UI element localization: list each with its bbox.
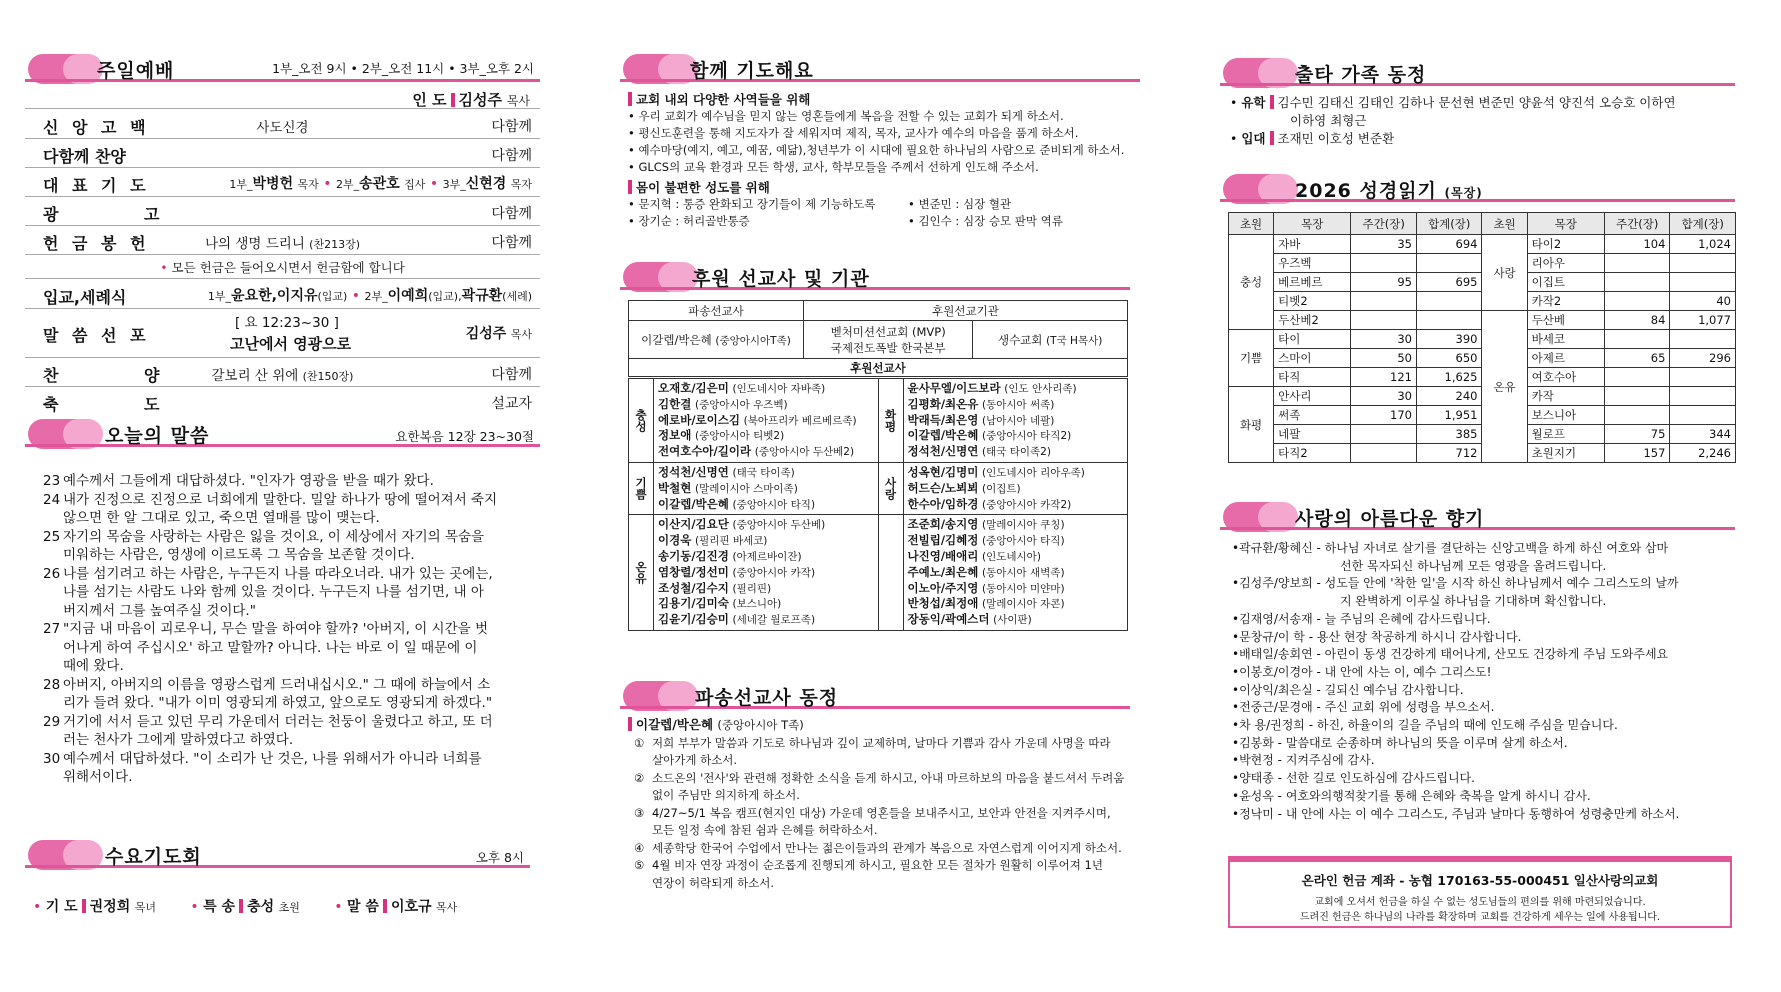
missionary-item: 박래득/최은영 (남아시아 네팔) xyxy=(907,412,1055,427)
missionary-item: 전여호수아/길이라 (중앙아시아 두산베2) xyxy=(658,444,855,459)
order-row-sermon: 말 씀 선 포 [ 요 12:23~30 ] 고난에서 영광으로 김성주 목사 xyxy=(25,309,540,358)
scripture-header xyxy=(25,419,540,449)
news-line: 모든 일정 속에 참된 쉼과 은혜를 허락하소서. xyxy=(652,823,878,837)
reading-row xyxy=(1229,235,1736,254)
missionary-list xyxy=(654,379,879,463)
news-line: 연장이 허락되게 하소서. xyxy=(652,875,775,890)
reading-group: 기쁨 xyxy=(1229,330,1274,387)
reading-cell: 이집트 xyxy=(1527,273,1604,292)
sermon-title: 고난에서 영광으로 xyxy=(230,335,352,353)
verse-line: 26 나를 섬기려고 하는 사람은, 누구든지 나를 따라오너라. 내가 있는 곳에는, xyxy=(43,565,493,582)
reading-cell: 95 xyxy=(1351,273,1417,292)
reading-cell xyxy=(1604,292,1670,311)
love-line: •차 용/권정희 - 하진, 하율이의 길을 주님의 때에 인도해 주심을 믿습니다. xyxy=(1232,718,1618,733)
love-line: •배태일/송회연 - 아린이 동생 건강하게 태어나게, 산모도 건강하게 주님 도와주세요 xyxy=(1232,647,1669,662)
missionary-item: 이노아/주지영 (동아시아 미얀마) xyxy=(907,580,1065,595)
online-offering-box xyxy=(1228,856,1732,928)
reading-cell xyxy=(1670,273,1736,292)
reading-cell xyxy=(1670,387,1736,406)
reading-cell: 385 xyxy=(1416,425,1482,444)
love-line: 지 완벽하게 이루실 하나님을 기대하며 확신합니다. xyxy=(1340,594,1607,609)
reading-cell xyxy=(1416,292,1482,311)
reading-cell: 30 xyxy=(1351,330,1417,349)
love-line: •박현정 - 지켜주심에 감사. xyxy=(1232,753,1375,768)
reading-cell: 75 xyxy=(1604,425,1670,444)
reading-cell xyxy=(1670,330,1736,349)
reading-cell: 30 xyxy=(1351,387,1417,406)
order-row-creed: 신 앙 고 백 사도신경 다함께 xyxy=(25,110,540,139)
love-line: •정낙미 - 내 안에 사는 이 예수 그리스도, 주님과 날마다 동행하여 성령충만케 하소서. xyxy=(1232,806,1680,821)
reading-cell: 타직 xyxy=(1274,368,1351,387)
reading-title: 2026 성경읽기 (목장) xyxy=(1295,180,1483,202)
reading-cell: 695 xyxy=(1416,273,1482,292)
group-name: 화평 xyxy=(878,379,903,463)
family-header xyxy=(1220,58,1735,88)
reading-cell: 1,951 xyxy=(1416,406,1482,425)
missionary-item: 정보애 (중앙아시아 티벳2) xyxy=(658,428,785,443)
reading-cell: 157 xyxy=(1604,444,1670,463)
verse-line: 25 자기의 목숨을 사랑하는 사람은 잃을 것이요, 이 세상에서 자기의 목숨을 xyxy=(43,528,485,545)
group-name: 기쁨 xyxy=(629,462,654,514)
reading-row xyxy=(1229,311,1736,330)
reading-header-cell: 주간(장) xyxy=(1351,213,1417,235)
reading-cell: 1,024 xyxy=(1670,235,1736,254)
verse-line: 때에 왔다. xyxy=(63,658,124,674)
reading-cell: 650 xyxy=(1416,349,1482,368)
reading-cell: 아제르 xyxy=(1527,349,1604,368)
group-name: 사랑 xyxy=(878,462,903,514)
family-title: 출타 가족 동정 xyxy=(1295,64,1427,86)
missionary-item: 전빌립/김혜정 (중앙아시아 타직) xyxy=(907,533,1065,548)
support-header xyxy=(620,262,1130,292)
worship-leader: 인 도 김성주 목사 xyxy=(412,91,530,109)
missionary-list xyxy=(654,462,879,514)
love-line: •곽규환/황혜신 - 하나님 자녀로 살기를 결단하는 신앙고백을 하게 하신 여호와 삼마 xyxy=(1232,541,1669,555)
reading-cell: 여호수아 xyxy=(1527,368,1604,387)
reading-header-cell: 주간(장) xyxy=(1604,213,1670,235)
love-line: •이봉호/이경아 - 내 안에 사는 이, 예수 그리스도! xyxy=(1232,664,1492,679)
reading-cell xyxy=(1604,330,1670,349)
love-line: •문창규/이 학 - 용산 현장 착공하게 하시니 감사합니다. xyxy=(1232,629,1522,644)
offering-note: • 모든 헌금은 들어오시면서 헌금함에 합니다 xyxy=(160,260,405,275)
news-line: 없이 주님만 의지하게 하소서. xyxy=(652,788,800,802)
missionary-item: 이경욱 (필리핀 바세코) xyxy=(658,533,768,548)
reading-cell: 타이2 xyxy=(1527,235,1604,254)
missionary-item: 주예노/최은혜 (동아시아 새벽족) xyxy=(907,564,1065,579)
missionary-item: 조성철/김수지 (필리핀) xyxy=(658,580,772,595)
love-line: •김재영/서송재 - 늘 주님의 은혜에 감사드립니다. xyxy=(1232,611,1491,626)
order-row-baptism: 입교,세례식 1부_윤요한,이지유(입교) • 2부_이예희(입교),곽규환(세례) xyxy=(25,280,540,309)
reading-cell: 베르베르 xyxy=(1274,273,1351,292)
love-line: •전중근/문경애 - 주신 교회 위에 성령을 부으소서. xyxy=(1232,700,1495,715)
verse-number: 25 xyxy=(43,528,61,545)
order-row-offering: 헌 금 봉 헌 나의 생명 드리니 (찬213장) 다함께 xyxy=(25,226,540,255)
online-offering-note: 교회에 오셔서 헌금을 하실 수 없는 성도님들의 편의를 위해 마련되었습니다. 드려진 헌금은 하나님의 나라를 확장하며 교회를 건강하게 세우는 일에 사용됩니다. xyxy=(1299,897,1661,923)
reading-cell xyxy=(1604,406,1670,425)
verse-line: 않으면 한 알 그대로 있고, 죽으면 열매를 많이 맺는다. xyxy=(63,510,380,526)
verse-line: 29 거기에 서서 듣고 있던 무리 가운데서 더러는 천둥이 울렸다고 하고, 또 더 xyxy=(43,713,493,730)
reading-header xyxy=(1220,174,1735,204)
reading-cell: 안사리 xyxy=(1274,387,1351,406)
missionary-item: 에로바/로이스김 (북아프리카 베르베르족) xyxy=(658,412,857,427)
reading-cell: 바세코 xyxy=(1527,330,1604,349)
verse-line: 24 내가 진정으로 진정으로 너희에게 말한다. 밀알 하나가 땅에 떨어져서 죽지 xyxy=(43,491,498,508)
missionary-item: 이갈렙/박은혜 (중앙아시아 타직2) xyxy=(907,428,1072,443)
missionary-item: 윤사무엘/이드보라 (인도 안사리족) xyxy=(907,381,1077,395)
reading-cell xyxy=(1351,254,1417,273)
missionary-table: 파송선교사 후원선교기관 이갈렙/박은혜 (중앙아시아T족) 벧처미션선교회 (MVP) 국제전도폭발 한국본부 생수교회 (T국 H목사) 후원선교사 xyxy=(628,300,1128,377)
verse-line: 23 예수께서 그들에게 대답하셨다. "인자가 영광을 받을 때가 왔다. xyxy=(43,473,434,489)
reading-cell: 296 xyxy=(1670,349,1736,368)
reading-cell xyxy=(1351,425,1417,444)
prayer-header xyxy=(620,54,1140,84)
reading-group: 사랑 xyxy=(1482,235,1527,311)
order-row-announcements: 광 고 다함께 xyxy=(25,197,540,226)
missionary-list xyxy=(903,462,1128,514)
sermon-ref: [ 요 12:23~30 ] xyxy=(235,315,339,331)
news-line: ③ 4/27~5/1 복음 캠프(현지인 대상) 가운데 영혼들을 보내주시고, 보안과 안전을 지켜주시며, xyxy=(634,805,1111,820)
missionary-item: 정석천/신명연 (태국 타이족) xyxy=(658,464,795,479)
verse-line: 어나게 하여 주십시오' 하고 말할까? 아니다. 나는 바로 이 일 때문에 이 xyxy=(63,639,478,656)
missionary-news-title: 파송선교사 동정 xyxy=(695,687,839,709)
reading-cell xyxy=(1351,311,1417,330)
order-row-praise: 다함께 찬양 다함께 xyxy=(25,139,540,168)
reading-cell xyxy=(1416,311,1482,330)
reading-cell: 84 xyxy=(1604,311,1670,330)
reading-cell xyxy=(1416,254,1482,273)
reading-cell: 카작 xyxy=(1527,387,1604,406)
missionary-item: 반청섭/최정애 (말레이시아 자콘) xyxy=(907,596,1065,611)
scripture-ref: 요한복음 12장 23~30절 xyxy=(395,429,534,444)
reading-group: 화평 xyxy=(1229,387,1274,463)
verse-line: 미워하는 사람은, 영생에 이르도록 그 목숨을 보존할 것이다. xyxy=(63,547,415,563)
reading-cell: 우즈벡 xyxy=(1274,254,1351,273)
news-line: ① 저희 부부가 말씀과 기도로 하나님과 깊이 교제하며, 날마다 기쁨과 감사 가운데 사명을 따라 xyxy=(634,735,1111,750)
missionary-item: 성옥현/김명미 (인도네시아 리아우족) xyxy=(907,464,1085,479)
missionary-item: 이갈렙/박은혜 (중앙아시아 타직) xyxy=(658,496,816,511)
reading-cell: 써족 xyxy=(1274,406,1351,425)
order-row-hymn: 찬 양 갈보리 산 위에 (찬150장) 다함께 xyxy=(25,358,540,387)
reading-cell: 35 xyxy=(1351,235,1417,254)
reading-cell: 리아우 xyxy=(1527,254,1604,273)
verse-line: 러는 천사가 그에게 말하였다고 하였다. xyxy=(63,732,294,748)
love-line: •김성주/양보희 - 성도들 안에 '착한 일'을 시작 하신 하나님께서 예수 그리스도의 날까 xyxy=(1232,576,1679,591)
reading-header-cell: 합계(장) xyxy=(1670,213,1736,235)
reading-cell xyxy=(1604,387,1670,406)
group-name: 충성 xyxy=(629,379,654,463)
group-name xyxy=(878,515,903,631)
reading-cell: 카작2 xyxy=(1527,292,1604,311)
love-line: •양태종 - 선한 길로 인도하심에 감사드립니다. xyxy=(1232,771,1475,786)
wednesday-title: 수요기도회 xyxy=(105,846,202,868)
verse-number: 26 xyxy=(43,565,61,582)
missionary-item: 김평화/최온유 (동아시아 써족) xyxy=(907,396,1055,411)
reading-cell: 스마이 xyxy=(1274,349,1351,368)
online-offering-account: 온라인 헌금 계좌 - 농협 170163-55-000451 일산사랑의교회 xyxy=(1301,873,1659,888)
reading-cell: 네팔 xyxy=(1274,425,1351,444)
missionary-item: 오재호/김은미 (인도네시아 자바족) xyxy=(658,381,826,395)
wednesday-time: 오후 8시 xyxy=(475,850,524,865)
missionary-item: 나진영/배애리 (인도네시아) xyxy=(907,548,1041,563)
reading-cell: 타직2 xyxy=(1274,444,1351,463)
verse-line: 위해서이다. xyxy=(63,769,133,785)
reading-header-cell: 초원 xyxy=(1229,213,1274,235)
love-line: 선한 목자되신 하나님께 모든 영광을 올려드립니다. xyxy=(1340,558,1607,573)
verse-line: 28 아버지, 아버지의 이름을 영광스럽게 드러내십시오." 그 때에 하늘에서 소 xyxy=(43,676,491,693)
verse-line: 버지께서 그를 높여주실 것이다." xyxy=(63,602,256,619)
reading-cell xyxy=(1670,406,1736,425)
missionary-list xyxy=(903,515,1128,631)
reading-cell: 초원지기 xyxy=(1527,444,1604,463)
wednesday-roles: • 기 도 권정희 목녀 • 특 송 충성 초원 • 말 씀 이호규 목사 xyxy=(33,899,458,915)
news-line: 살아가게 하소서. xyxy=(652,753,738,767)
worship-title: 주일예배 xyxy=(97,60,175,82)
reading-cell: 50 xyxy=(1351,349,1417,368)
news-line: ② 소드온의 '전사'와 관련해 정확한 소식을 듣게 하시고, 아내 마르하보의 마음을 붙드셔서 두려움 xyxy=(634,770,1125,785)
verse-number: 24 xyxy=(43,491,61,508)
reading-header-cell: 목장 xyxy=(1274,213,1351,235)
missionary-item: 허드슨/노뵈뵈 (이집트) xyxy=(907,480,1021,495)
reading-cell: 240 xyxy=(1416,387,1482,406)
missionary-item: 한수아/임하경 (중앙아시아 카작2) xyxy=(907,496,1072,511)
order-row-benediction: 축 도 설교자 xyxy=(43,395,532,414)
reading-cell: 712 xyxy=(1416,444,1482,463)
reading-cell: 두산베2 xyxy=(1274,311,1351,330)
scripture-text xyxy=(43,472,533,787)
love-list xyxy=(1232,540,1737,823)
support-title: 후원 선교사 및 기관 xyxy=(692,268,870,290)
missionary-item: 염창렬/정선미 (중앙아시아 카작) xyxy=(658,564,816,579)
group-name: 온유 xyxy=(629,515,654,631)
love-header xyxy=(1220,502,1735,532)
reading-table xyxy=(1228,212,1736,463)
reading-cell: 65 xyxy=(1604,349,1670,368)
verse-number: 27 xyxy=(43,621,61,637)
missionary-item: 김윤기/김승미 (세네갈 월로프족) xyxy=(658,612,816,627)
news-line: ④ 세종학당 한국어 수업에서 만나는 젊은이들과의 관계가 복음으로 자연스럽게 이어지게 하소서. xyxy=(634,840,1122,855)
love-line: •김봉화 - 말씀대로 순종하며 하나님의 뜻을 이루며 살게 하소서. xyxy=(1232,735,1568,750)
reading-cell: 40 xyxy=(1670,292,1736,311)
order-row-prayer: 대 표 기 도 1부_박병헌 목자 • 2부_송관호 집사 • 3부_신현경 목자 xyxy=(25,168,540,197)
reading-cell: 타이 xyxy=(1274,330,1351,349)
verse-line: 27 "지금 내 마음이 괴로우니, 무슨 말을 하여야 할까? '아버지, 이 시간을 벗 xyxy=(43,621,488,637)
missionary-item: 박철현 (말레이시아 스마이족) xyxy=(658,480,798,495)
reading-cell: 170 xyxy=(1351,406,1417,425)
reading-cell: 390 xyxy=(1416,330,1482,349)
reading-cell: 1,077 xyxy=(1670,311,1736,330)
verse-line: 30 예수께서 대답하셨다. "이 소리가 난 것은, 나를 위해서가 아니라 너희를 xyxy=(43,750,482,767)
reading-header-cell: 목장 xyxy=(1527,213,1604,235)
reading-cell xyxy=(1351,292,1417,311)
missionary-item: 정석천/신명연 (태국 타이족2) xyxy=(907,444,1051,459)
love-line: •이상익/최은실 - 길되신 예수님 감사합니다. xyxy=(1232,682,1464,697)
worship-times: 1부_오전 9시 • 2부_오전 11시 • 3부_오후 2시 xyxy=(272,61,534,76)
reading-group: 충성 xyxy=(1229,235,1274,330)
scripture-title: 오늘의 말씀 xyxy=(105,425,210,447)
verse-number: 29 xyxy=(43,713,61,730)
news-line: ⑤ 4월 비자 연장 과정이 순조롭게 진행되게 하시고, 필요한 모든 절차가 원활히 이루어져 1년 xyxy=(634,858,1103,872)
missionary-list xyxy=(654,515,879,631)
verse-line: 리가 들려 왔다. "내가 이미 영광되게 하였고, 앞으로도 영광되게 하겠다." xyxy=(63,695,493,711)
reading-cell: 104 xyxy=(1604,235,1670,254)
verse-number: 28 xyxy=(43,676,61,693)
reading-cell: 694 xyxy=(1416,235,1482,254)
missionary-item: 김용기/김미숙 (보스니아) xyxy=(658,596,782,611)
reading-cell: 121 xyxy=(1351,368,1417,387)
reading-cell xyxy=(1670,368,1736,387)
love-line: •윤성옥 - 여호와의행적찾기를 통해 은혜와 축복을 알게 하시니 감사. xyxy=(1232,788,1591,803)
missionary-news-header xyxy=(620,681,1130,711)
worship-header xyxy=(25,54,540,84)
reading-cell: 월로프 xyxy=(1527,425,1604,444)
family-list: • 유학 김수민 김태신 김태인 김하나 문선현 변준민 양윤석 양진석 오승호 이하연 이하영 최형근 • 입대 조재민 이호성 변준환 xyxy=(1230,95,1676,146)
reading-header-cell: 초원 xyxy=(1482,213,1527,235)
reading-cell xyxy=(1670,254,1736,273)
missionary-item: 송기동/김진경 (아제르바이잔) xyxy=(658,548,802,563)
reading-cell xyxy=(1351,444,1417,463)
missionary-item: 조준희/송지영 (말레이시아 쿠칭) xyxy=(907,517,1065,532)
reading-cell: 두산베 xyxy=(1527,311,1604,330)
missionary-list xyxy=(903,379,1128,463)
missionary-item: 이산지/김요단 (중앙아시아 두산베) xyxy=(658,517,826,532)
reading-cell: 344 xyxy=(1670,425,1736,444)
wednesday-header xyxy=(25,840,530,870)
verse-line: 나를 섬기는 사람도 나와 함께 있을 것이다. 누구든지 나를 섬기면, 내 아 xyxy=(63,584,484,600)
missionary-item: 김한결 (중앙아시아 우즈벡) xyxy=(658,396,788,411)
prayer-list: 교회 내외 다양한 사역들을 위해 • 우리 교회가 예수님을 믿지 않는 영혼들에게 복음을 전할 수 있는 교회가 되게 하소서. • 평신도훈련을 통해 지도자가 잘 세워지며 제직, 목자, 교사가 예수의 마음을 품게 하소서. • 예수마당(예지, 예고, 예꿈, 예닮),청년부가 이 시대에 필요한 하나님의 사람으로 준비되게 하소서. • GLCS의 교육 환경과 모든 학생, 교사, 학부모들을 주께서 선하게 인도해 주소서. 몸이 불편한 성도를 위해 • 문지혁 : 통증 완화되고 장기들이 제 기능하도록 • 변준민 : 심장 혈관 • 장기순 : 허리골반통증 • 김인수 : 심장 승모 판막 역류 xyxy=(628,92,1125,228)
reading-cell: 자바 xyxy=(1274,235,1351,254)
supported-missionaries xyxy=(628,378,1128,631)
reading-cell: 티벳2 xyxy=(1274,292,1351,311)
reading-cell: 1,625 xyxy=(1416,368,1482,387)
reading-cell: 보스니아 xyxy=(1527,406,1604,425)
love-title: 사랑의 아름다운 향기 xyxy=(1295,508,1485,530)
reading-header-cell: 합계(장) xyxy=(1416,213,1482,235)
prayer-title: 함께 기도해요 xyxy=(690,60,814,82)
verse-number: 23 xyxy=(43,473,61,489)
verse-number: 30 xyxy=(43,750,61,767)
reading-cell xyxy=(1604,368,1670,387)
reading-group: 온유 xyxy=(1482,311,1527,463)
reading-cell xyxy=(1604,254,1670,273)
missionary-news-list: 이갈렙/박은혜 (중앙아시아 T족) ① 저희 부부가 말씀과 기도로 하나님과 깊이 교제하며, 날마다 기쁨과 감사 가운데 사명을 따라 살아가게 하소서. ② 소드온의 '전사'와 관련해 정확한 소식을 듣게 하시고, 아내 마르하보의 마음을 붙드셔서 두려움 없이 주님만 의지하게 하소서. ③ 4/27~5/1 복음 캠프(현지인 대상) 가운데 영혼들을 보내주시고, 보안과 안전을 지켜주시며, 모든 일정 속에 참된 쉼과 은혜를 허락하소서. ④ 세종학당 한국어 수업에서 만나는 젊은이들과의 관계가 복음으로 자연스럽게 이어지게 하소서. ⑤ 4월 비자 연장 과정이 순조롭게 진행되게 하시고, 필요한 모든 절차가 원활히 이루어져 1년 연장이 허락되게 하소서. xyxy=(628,716,1138,892)
reading-cell xyxy=(1604,273,1670,292)
missionary-item: 장동익/곽예스더 (사이판) xyxy=(907,612,1032,627)
reading-cell: 2,246 xyxy=(1670,444,1736,463)
